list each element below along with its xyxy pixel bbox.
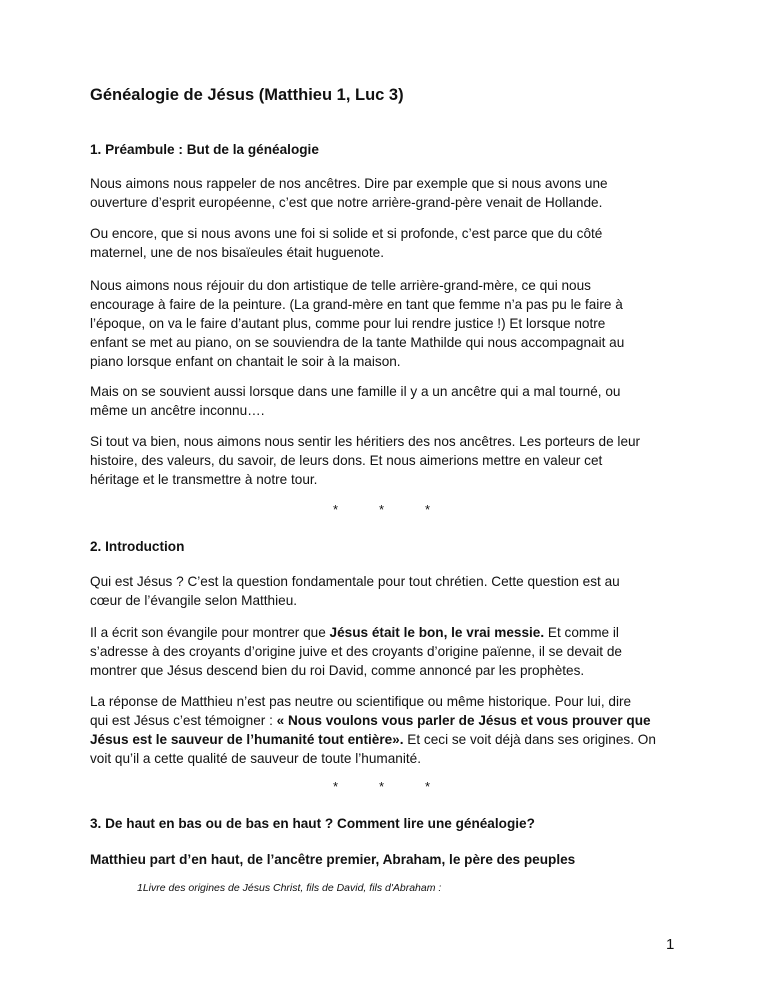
section1-paragraph-4	[90, 382, 680, 420]
section2-paragraph-1	[90, 572, 680, 610]
bible-quote: 1Livre des origines de Jésus Christ, fils de David, fils d'Abraham :	[137, 882, 442, 894]
text-line: héritage et le transmettre à notre tour.	[90, 472, 318, 487]
text-run: Et comme il	[544, 625, 619, 640]
emphasis-text: « Nous voulons vous parler de Jésus et vous prouver que	[276, 713, 651, 728]
text-line: La réponse de Matthieu n’est pas neutre ou scientifique ou même historique. Pour lui, dire	[90, 694, 632, 709]
document-title: Généalogie de Jésus (Matthieu 1, Luc 3)	[90, 86, 404, 104]
section-separator	[333, 779, 471, 794]
separator-star: *	[379, 779, 385, 794]
section1-heading: 1. Préambule : But de la généalogie	[90, 142, 319, 157]
text-line: ouverture d’esprit européenne, c’est que notre arrière-grand-père venait de Hollande.	[90, 195, 603, 210]
text-line: histoire, des valeurs, du savoir, de leurs dons. Et nous aimerions mettre en valeur cet	[90, 453, 603, 468]
text-line: s’adresse à des croyants d’origine juive et des croyants d’origine païenne, il se devait de	[90, 644, 622, 659]
separator-star: *	[379, 502, 385, 517]
text-line: l’époque, on va le faire d’autant plus, comme pour lui rendre justice !) Et lorsque notre	[90, 316, 606, 331]
text-line: piano lorsque enfant on chantait le soir à la maison.	[90, 354, 401, 369]
section1-paragraph-1	[90, 174, 680, 212]
section2-heading: 2. Introduction	[90, 539, 185, 554]
section3-heading: 3. De haut en bas ou de bas en haut ? Comment lire une généalogie?	[90, 816, 535, 831]
text-line: enfant se met au piano, on se souviendra de la tante Mathilde qui nous accompagnait au	[90, 335, 625, 350]
text-line: voit qu’il a cette qualité de sauveur de toute l’humanité.	[90, 751, 421, 766]
text-run: qui est Jésus c’est témoigner :	[90, 713, 277, 728]
section2-paragraph-3	[90, 692, 680, 768]
emphasis-text: Jésus est le sauveur de l’humanité tout entière».	[90, 732, 404, 747]
emphasis-text: Jésus était le bon, le vrai messie.	[329, 625, 545, 640]
text-line	[90, 623, 680, 642]
separator-star: *	[425, 502, 431, 517]
separator-star: *	[425, 779, 431, 794]
section1-paragraph-5	[90, 432, 680, 489]
text-line: maternel, une de nos bisaïeules était huguenote.	[90, 245, 384, 260]
section1-paragraph-2	[90, 224, 680, 262]
text-run: Et ceci se voit déjà dans ses origines. On	[403, 732, 656, 747]
separator-star: *	[333, 779, 339, 794]
text-line: montrer que Jésus descend bien du roi David, comme annoncé par les prophètes.	[90, 663, 585, 678]
section-separator	[333, 502, 471, 517]
text-line: Mais on se souvient aussi lorsque dans une famille il y a un ancêtre qui a mal tourné, ou	[90, 384, 621, 399]
text-run: Il a écrit son évangile pour montrer que	[90, 625, 330, 640]
section3-subheading: Matthieu part d’en haut, de l’ancêtre premier, Abraham, le père des peuples	[90, 852, 576, 867]
text-line: Ou encore, que si nous avons une foi si solide et si profonde, c’est parce que du côté	[90, 226, 603, 241]
separator-star: *	[333, 502, 339, 517]
text-line: Nous aimons nous rappeler de nos ancêtres. Dire par exemple que si nous avons une	[90, 176, 608, 191]
section1-paragraph-3	[90, 276, 680, 371]
text-line: Si tout va bien, nous aimons nous sentir les héritiers des nos ancêtres. Les porteurs de leur	[90, 434, 641, 449]
text-line: encourage à faire de la peinture. (La grand-mère en tant que femme n’a pas pu le faire à	[90, 297, 623, 312]
text-line	[90, 711, 680, 730]
text-line: même un ancêtre inconnu….	[90, 403, 265, 418]
text-line: cœur de l’évangile selon Matthieu.	[90, 593, 298, 608]
page-number: 1	[666, 936, 675, 953]
text-line	[90, 730, 680, 749]
text-line: Qui est Jésus ? C’est la question fondamentale pour tout chrétien. Cette question est au	[90, 574, 620, 589]
section2-paragraph-2	[90, 623, 680, 680]
text-line: Nous aimons nous réjouir du don artistique de telle arrière-grand-mère, ce qui nous	[90, 278, 591, 293]
